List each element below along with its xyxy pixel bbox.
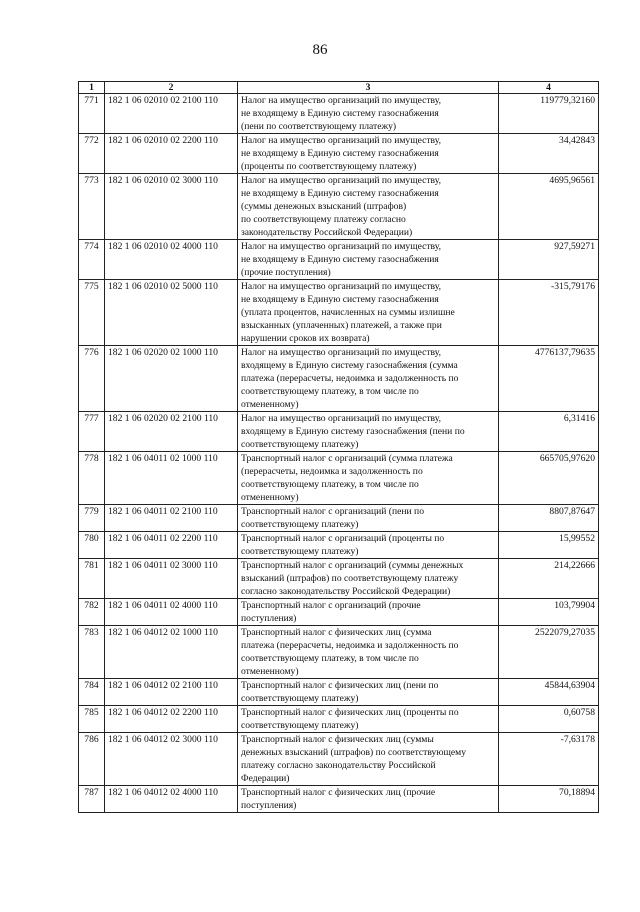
amount: 2522079,27035 — [499, 626, 599, 679]
description-line: соответствующему платежу) — [241, 720, 359, 731]
table-row — [79, 532, 599, 559]
table-row — [79, 240, 599, 280]
row-number: 772 — [79, 134, 105, 174]
row-number: 773 — [79, 174, 105, 240]
revenue-description — [238, 280, 499, 346]
header-col-3: 3 — [238, 82, 499, 94]
budget-code: 182 1 06 04011 02 3000 110 — [105, 559, 238, 599]
description-line: Налог на имущество организаций по имуществу, — [241, 135, 441, 146]
description-line: не входящему в Единую систему газоснабжения — [241, 294, 439, 305]
revenue-description — [238, 679, 499, 706]
description-line: Транспортный налог с физических лиц (сумма — [241, 627, 432, 638]
table-row — [79, 706, 599, 733]
description-line: не входящему в Единую систему газоснабжения — [241, 254, 439, 265]
table-row — [79, 412, 599, 452]
description-line: Транспортный налог с физических лиц (пени по — [241, 680, 439, 691]
description-line: Налог на имущество организаций по имуществу, — [241, 95, 441, 106]
row-number: 783 — [79, 626, 105, 679]
table-row — [79, 346, 599, 412]
description-line: Транспортный налог с организаций (суммы денежных — [241, 560, 464, 571]
table-row — [79, 559, 599, 599]
budget-code: 182 1 06 04011 02 2100 110 — [105, 505, 238, 532]
amount: 214,22666 — [499, 559, 599, 599]
row-number: 780 — [79, 532, 105, 559]
description-line: Транспортный налог с физических лиц (проценты по — [241, 707, 459, 718]
revenue-description — [238, 94, 499, 134]
revenue-description — [238, 240, 499, 280]
row-number: 777 — [79, 412, 105, 452]
amount: 34,42843 — [499, 134, 599, 174]
description-line: отмененному) — [241, 399, 299, 410]
row-number: 775 — [79, 280, 105, 346]
description-line: поступления) — [241, 800, 297, 811]
budget-code: 182 1 06 04012 02 3000 110 — [105, 733, 238, 786]
description-line: не входящему в Единую систему газоснабжения — [241, 148, 439, 159]
description-line: Налог на имущество организаций по имуществу, — [241, 281, 441, 292]
amount: 8807,87647 — [499, 505, 599, 532]
description-line: соответствующему платежу) — [241, 439, 359, 450]
description-line: соответствующему платежу) — [241, 519, 359, 530]
amount: 4776137,79635 — [499, 346, 599, 412]
description-line: соответствующему платежу, в том числе по — [241, 386, 419, 397]
revenue-description — [238, 412, 499, 452]
table-row — [79, 94, 599, 134]
description-line: поступления) — [241, 613, 297, 624]
amount: -315,79176 — [499, 280, 599, 346]
header-col-1: 1 — [79, 82, 105, 94]
budget-code: 182 1 06 04012 02 1000 110 — [105, 626, 238, 679]
row-number: 771 — [79, 94, 105, 134]
description-line: взысканных (уплаченных) платежей, а также при — [241, 320, 442, 331]
row-number: 776 — [79, 346, 105, 412]
table-row — [79, 733, 599, 786]
description-line: соответствующему платежу) — [241, 546, 359, 557]
table-row — [79, 280, 599, 346]
table-header-row — [79, 82, 599, 94]
table-row — [79, 626, 599, 679]
description-line: Налог на имущество организаций по имуществу, — [241, 241, 441, 252]
page-number: 86 — [312, 42, 328, 58]
revenue-description — [238, 505, 499, 532]
description-line: (проценты по соответствующему платежу) — [241, 161, 417, 172]
description-line: Налог на имущество организаций по имуществу, — [241, 413, 441, 424]
budget-code: 182 1 06 02010 02 3000 110 — [105, 174, 238, 240]
description-line: Налог на имущество организаций по имуществу, — [241, 175, 441, 186]
amount: 45844,63904 — [499, 679, 599, 706]
budget-code: 182 1 06 02010 02 2200 110 — [105, 134, 238, 174]
table-row — [79, 599, 599, 626]
description-line: законодательству Российской Федерации) — [241, 227, 413, 238]
row-number: 778 — [79, 452, 105, 505]
revenue-description — [238, 786, 499, 813]
budget-code: 182 1 06 04011 02 4000 110 — [105, 599, 238, 626]
description-line: не входящему в Единую систему газоснабжения — [241, 188, 439, 199]
budget-code: 182 1 06 04011 02 2200 110 — [105, 532, 238, 559]
description-line: (прочие поступления) — [241, 267, 331, 278]
description-line: Налог на имущество организаций по имуществу, — [241, 347, 441, 358]
revenue-description — [238, 134, 499, 174]
row-number: 782 — [79, 599, 105, 626]
revenue-description — [238, 626, 499, 679]
amount: 119779,32160 — [499, 94, 599, 134]
description-line: отмененному) — [241, 492, 299, 503]
description-line: входящему в Единую систему газоснабжения (пени по — [241, 426, 465, 437]
budget-code: 182 1 06 02010 02 4000 110 — [105, 240, 238, 280]
revenue-description — [238, 174, 499, 240]
header-col-4: 4 — [499, 82, 599, 94]
budget-code: 182 1 06 04012 02 2100 110 — [105, 679, 238, 706]
budget-code: 182 1 06 02020 02 1000 110 — [105, 346, 238, 412]
revenue-description — [238, 532, 499, 559]
row-number: 785 — [79, 706, 105, 733]
description-line: соответствующему платежу, в том числе по — [241, 653, 419, 664]
amount: 15,99552 — [499, 532, 599, 559]
revenue-description — [238, 559, 499, 599]
amount: 665705,97620 — [499, 452, 599, 505]
header-col-2: 2 — [105, 82, 238, 94]
description-line: Транспортный налог с физических лиц (суммы — [241, 734, 434, 745]
description-line: соответствующему платежу, в том числе по — [241, 479, 419, 490]
description-line: Федерации) — [241, 773, 290, 784]
row-number: 786 — [79, 733, 105, 786]
description-line: (пени по соответствующему платежу) — [241, 121, 397, 132]
table-row — [79, 174, 599, 240]
description-line: Транспортный налог с организаций (прочие — [241, 600, 421, 611]
row-number: 784 — [79, 679, 105, 706]
revenue-description — [238, 706, 499, 733]
table-row — [79, 452, 599, 505]
description-line: денежных взысканий (штрафов) по соответствующему — [241, 747, 467, 758]
table-body — [79, 94, 599, 813]
description-line: Транспортный налог с физических лиц (прочие — [241, 787, 436, 798]
description-line: (суммы денежных взысканий (штрафов) — [241, 201, 407, 212]
description-line: (перерасчеты, недоимка и задолженность по — [241, 466, 423, 477]
revenue-description — [238, 733, 499, 786]
amount: 70,18894 — [499, 786, 599, 813]
amount: 4695,96561 — [499, 174, 599, 240]
amount: 927,59271 — [499, 240, 599, 280]
budget-code: 182 1 06 04012 02 2200 110 — [105, 706, 238, 733]
description-line: входящему в Единую систему газоснабжения (сумма — [241, 360, 458, 371]
revenue-description — [238, 346, 499, 412]
description-line: взысканий (штрафов) по соответствующему платежу — [241, 573, 459, 584]
amount: 103,79904 — [499, 599, 599, 626]
amount: 0,60758 — [499, 706, 599, 733]
description-line: платежа (перерасчеты, недоимка и задолженность по — [241, 640, 459, 651]
row-number: 781 — [79, 559, 105, 599]
description-line: не входящему в Единую систему газоснабжения — [241, 108, 439, 119]
amount: 6,31416 — [499, 412, 599, 452]
table-row — [79, 134, 599, 174]
table-row — [79, 505, 599, 532]
description-line: платежа (перерасчеты, недоимка и задолженность по — [241, 373, 459, 384]
row-number: 779 — [79, 505, 105, 532]
description-line: соответствующему платежу) — [241, 693, 359, 704]
budget-code: 182 1 06 02010 02 5000 110 — [105, 280, 238, 346]
table-row — [79, 679, 599, 706]
revenue-description — [238, 599, 499, 626]
budget-code: 182 1 06 04011 02 1000 110 — [105, 452, 238, 505]
amount: -7,63178 — [499, 733, 599, 786]
budget-code: 182 1 06 02020 02 2100 110 — [105, 412, 238, 452]
revenue-table — [78, 81, 599, 813]
description-line: платежу согласно законодательству Российской — [241, 760, 436, 771]
revenue-description — [238, 452, 499, 505]
description-line: отмененному) — [241, 666, 299, 677]
row-number: 787 — [79, 786, 105, 813]
description-line: согласно законодательству Российской Федерации) — [241, 586, 451, 597]
table-row — [79, 786, 599, 813]
description-line: Транспортный налог с организаций (сумма платежа — [241, 453, 453, 464]
row-number: 774 — [79, 240, 105, 280]
budget-code: 182 1 06 04012 02 4000 110 — [105, 786, 238, 813]
description-line: (уплата процентов, начисленных на суммы излишне — [241, 307, 455, 318]
description-line: нарушении сроков их возврата) — [241, 333, 370, 344]
description-line: по соответствующему платежу согласно — [241, 214, 406, 225]
budget-code: 182 1 06 02010 02 2100 110 — [105, 94, 238, 134]
description-line: Транспортный налог с организаций (пени по — [241, 506, 424, 517]
description-line: Транспортный налог с организаций (проценты по — [241, 533, 445, 544]
